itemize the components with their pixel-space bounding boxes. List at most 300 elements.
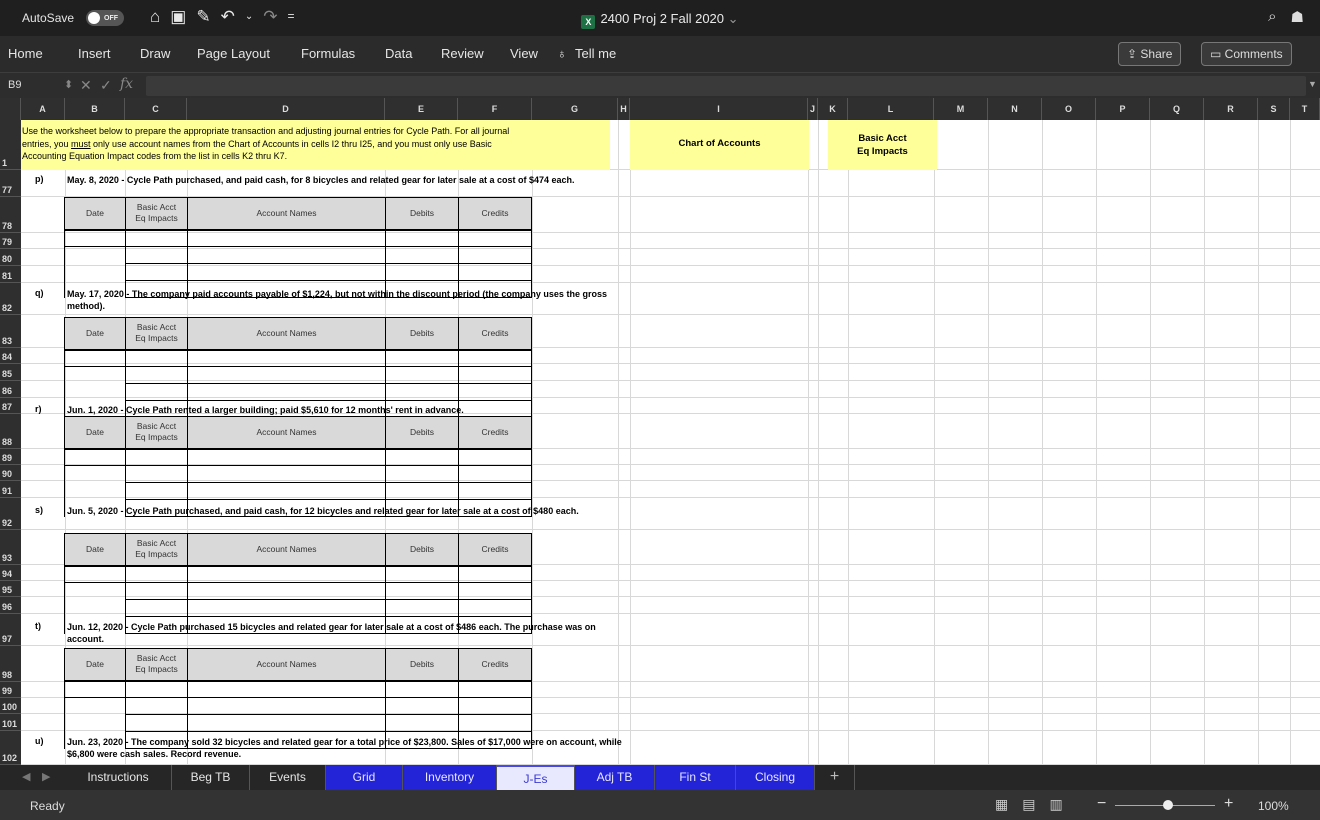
je-date-cell[interactable] xyxy=(65,600,126,617)
je-account-cell[interactable] xyxy=(188,350,386,367)
je-header-date-text: Date xyxy=(86,426,104,437)
sheet-tab-j-es[interactable]: J-Es xyxy=(497,765,575,790)
formula-input[interactable] xyxy=(146,76,1306,96)
je-header-debits[interactable] xyxy=(386,534,459,566)
edit-icon[interactable]: ✎ xyxy=(196,7,211,26)
row-header-89[interactable]: 89 xyxy=(0,449,21,465)
column-header-c[interactable]: C xyxy=(125,98,187,120)
je-header-impacts-text: Eq Impacts xyxy=(135,333,178,344)
je-date-cell[interactable] xyxy=(65,367,126,384)
chevron-down-icon: ⌄ xyxy=(724,11,739,26)
je-header-date[interactable] xyxy=(65,649,126,681)
chart-of-accounts-label: Chart of Accounts xyxy=(678,138,761,149)
document-title[interactable] xyxy=(0,11,1320,29)
je-header-debits[interactable] xyxy=(386,417,459,449)
name-box[interactable]: B9 xyxy=(8,79,22,91)
je-impact-cell[interactable] xyxy=(126,698,188,715)
entry-letter: s) xyxy=(35,505,44,515)
je-debit-cell[interactable] xyxy=(386,483,459,500)
je-date-cell[interactable] xyxy=(65,449,126,466)
tab-page-layout[interactable]: Page Layout xyxy=(197,46,271,61)
je-header-impacts-text: Basic Acct xyxy=(136,421,177,432)
title-bar xyxy=(0,0,1320,36)
gridline-vertical xyxy=(618,120,619,765)
je-date-cell[interactable] xyxy=(65,384,126,401)
je-input-row xyxy=(65,466,532,483)
je-header-account-names[interactable] xyxy=(188,417,386,449)
je-input-row xyxy=(65,600,532,617)
je-debit-cell[interactable] xyxy=(386,466,459,483)
row-header-95[interactable]: 95 xyxy=(0,581,21,597)
cancel-icon[interactable]: ✕ xyxy=(80,77,92,93)
row-header-1[interactable]: 1 xyxy=(0,120,21,170)
je-credit-cell[interactable] xyxy=(459,384,532,401)
je-credit-cell[interactable] xyxy=(459,566,532,583)
je-header-date-text: Date xyxy=(86,543,104,554)
row-header-88[interactable]: 88 xyxy=(0,414,21,449)
tab-draw[interactable]: Draw xyxy=(140,46,171,61)
gridline-horizontal xyxy=(21,314,1320,315)
je-header-impacts-text: Basic Acct xyxy=(136,322,177,333)
je-header-impacts[interactable] xyxy=(126,318,188,350)
column-header-r[interactable]: R xyxy=(1204,98,1258,120)
je-account-cell[interactable] xyxy=(188,367,386,384)
tell-me-search[interactable]: Tell me xyxy=(575,46,617,61)
row-header-102[interactable]: 102 xyxy=(0,731,21,765)
row-header-78[interactable]: 78 xyxy=(0,197,21,233)
column-header-p[interactable]: P xyxy=(1096,98,1150,120)
je-header-debits[interactable] xyxy=(386,318,459,350)
je-header-impacts-text: Eq Impacts xyxy=(135,664,178,675)
column-header-n[interactable]: N xyxy=(988,98,1042,120)
row-header-85[interactable]: 85 xyxy=(0,364,21,381)
je-impact-cell[interactable] xyxy=(126,230,188,247)
column-header-l[interactable]: L xyxy=(848,98,934,120)
row-header-94[interactable]: 94 xyxy=(0,565,21,581)
ribbon-tabs xyxy=(0,36,1320,72)
je-date-cell[interactable] xyxy=(65,350,126,367)
je-impact-cell[interactable] xyxy=(126,483,188,500)
je-account-cell[interactable] xyxy=(188,384,386,401)
customize-toolbar-icon[interactable]: = xyxy=(287,9,295,23)
je-date-cell[interactable] xyxy=(65,264,126,281)
excel-file-icon: X xyxy=(581,15,595,29)
je-header-date[interactable] xyxy=(65,198,126,230)
basic-acct-line-2: Eq Impacts xyxy=(857,146,908,157)
je-header-account-names-text: Account Names xyxy=(256,327,317,338)
row-header-97[interactable]: 97 xyxy=(0,614,21,646)
je-header-date-text: Date xyxy=(86,658,104,669)
je-impact-cell[interactable] xyxy=(126,566,188,583)
gridline-vertical xyxy=(532,120,533,765)
tab-data[interactable]: Data xyxy=(385,46,413,61)
sheet-tab-adj-tb[interactable]: Adj TB xyxy=(575,765,655,790)
intro-line-3: Accounting Equation Impact codes from the list in cells K2 thru K7. xyxy=(22,151,288,161)
je-header-credits-text: Credits xyxy=(481,207,509,218)
je-account-cell[interactable] xyxy=(188,583,386,600)
je-credit-cell[interactable] xyxy=(459,600,532,617)
je-header-debits-text: Debits xyxy=(409,543,435,554)
column-header-d[interactable]: D xyxy=(187,98,385,120)
je-credit-cell[interactable] xyxy=(459,449,532,466)
column-header-o[interactable]: O xyxy=(1042,98,1096,120)
column-header-q[interactable]: Q xyxy=(1150,98,1204,120)
expand-formula-icon[interactable]: ▼ xyxy=(1308,79,1317,89)
je-date-cell[interactable] xyxy=(65,247,126,264)
column-header-g[interactable]: G xyxy=(532,98,618,120)
je-credit-cell[interactable] xyxy=(459,367,532,384)
je-debit-cell[interactable] xyxy=(386,449,459,466)
je-header-impacts-text: Basic Acct xyxy=(136,202,177,213)
gridline-vertical xyxy=(1042,120,1043,765)
je-impact-cell[interactable] xyxy=(126,367,188,384)
journal-entry-table xyxy=(64,416,532,517)
je-date-cell[interactable] xyxy=(65,483,126,500)
sheet-tab-events[interactable]: Events xyxy=(250,765,326,790)
stepper-icon[interactable]: ⬍ xyxy=(64,79,74,91)
je-debit-cell[interactable] xyxy=(386,566,459,583)
je-header-impacts-text: Basic Acct xyxy=(136,538,177,549)
je-input-row xyxy=(65,367,532,384)
je-account-cell[interactable] xyxy=(188,466,386,483)
gridline-vertical xyxy=(1204,120,1205,765)
row-header-82[interactable]: 82 xyxy=(0,283,21,315)
autosave-state: OFF xyxy=(104,14,118,22)
sheet-tab-inventory[interactable]: Inventory xyxy=(403,765,497,790)
je-input-row xyxy=(65,247,532,264)
redo-icon[interactable]: ↷ xyxy=(263,7,278,26)
je-impact-cell[interactable] xyxy=(126,600,188,617)
je-header-credits[interactable] xyxy=(459,417,532,449)
row-header-92[interactable]: 92 xyxy=(0,498,21,530)
je-impact-cell[interactable] xyxy=(126,466,188,483)
je-debit-cell[interactable] xyxy=(386,264,459,281)
je-credit-cell[interactable] xyxy=(459,483,532,500)
je-account-cell[interactable] xyxy=(188,449,386,466)
gridline-vertical xyxy=(808,120,809,765)
je-date-cell[interactable] xyxy=(65,466,126,483)
row-header-91[interactable]: 91 xyxy=(0,481,21,498)
row-header-86[interactable]: 86 xyxy=(0,381,21,398)
column-header-j[interactable]: J xyxy=(808,98,818,120)
je-header-credits[interactable] xyxy=(459,198,532,230)
share-person-icon[interactable]: ☗ xyxy=(1290,9,1304,26)
row-header-90[interactable]: 90 xyxy=(0,465,21,481)
chevron-down-icon[interactable]: ⌄ xyxy=(244,11,254,22)
je-header-impacts-text: Eq Impacts xyxy=(135,432,178,443)
je-credit-cell[interactable] xyxy=(459,350,532,367)
row-header-79[interactable]: 79 xyxy=(0,233,21,249)
column-header-i[interactable]: I xyxy=(630,98,808,120)
tab-formulas[interactable]: Formulas xyxy=(301,46,356,61)
zoom-slider-thumb[interactable] xyxy=(1163,800,1173,810)
je-date-cell[interactable] xyxy=(65,566,126,583)
normal-view-icon[interactable]: ▦ xyxy=(995,796,1009,812)
row-header-100[interactable]: 100 xyxy=(0,698,21,714)
zoom-out-button[interactable]: − xyxy=(1097,795,1107,812)
sheet-tab-beg-tb[interactable]: Beg TB xyxy=(172,765,250,790)
status-ready: Ready xyxy=(30,799,65,813)
entry-description[interactable]: Jun. 12, 2020 - Cycle Path purchased 15 bicycles and related gear for later sale at a cost of $486 each. The purchase was on account. xyxy=(67,622,596,644)
autosave-label: AutoSave xyxy=(22,11,75,25)
row-header-81[interactable]: 81 xyxy=(0,266,21,283)
je-input-row xyxy=(65,483,532,500)
je-impact-cell[interactable] xyxy=(126,264,188,281)
sheet-tab-fin-st[interactable]: Fin St xyxy=(655,765,736,790)
share-icon: ⇪ xyxy=(1127,47,1141,61)
je-header-row xyxy=(65,318,532,350)
journal-entry-table xyxy=(64,533,532,634)
basic-acct-label xyxy=(828,132,937,158)
je-header-account-names[interactable] xyxy=(188,649,386,681)
row-header-83[interactable]: 83 xyxy=(0,315,21,348)
comments-label: Comments xyxy=(1224,47,1283,61)
save-icon[interactable]: ▣ xyxy=(170,7,187,26)
je-impact-cell[interactable] xyxy=(126,681,188,698)
je-header-credits[interactable] xyxy=(459,534,532,566)
home-icon[interactable]: ⌂ xyxy=(150,7,161,26)
share-label: Share xyxy=(1140,47,1173,61)
je-header-date[interactable] xyxy=(65,534,126,566)
je-date-cell[interactable] xyxy=(65,715,126,732)
column-header-s[interactable]: S xyxy=(1258,98,1290,120)
je-header-row xyxy=(65,534,532,566)
entry-description[interactable]: May. 8, 2020 - Cycle Path purchased, and paid cash, for 8 bicycles and related gear for later sale at a cost of $474 each. xyxy=(67,175,575,185)
je-input-row xyxy=(65,230,532,247)
je-header-row xyxy=(65,198,532,230)
je-date-cell[interactable] xyxy=(65,230,126,247)
je-credit-cell[interactable] xyxy=(459,466,532,483)
gridline-vertical xyxy=(1150,120,1151,765)
row-header-98[interactable]: 98 xyxy=(0,646,21,682)
enter-icon[interactable]: ✓ xyxy=(100,77,112,93)
je-header-impacts[interactable] xyxy=(126,198,188,230)
je-debit-cell[interactable] xyxy=(386,384,459,401)
je-header-impacts-text: Eq Impacts xyxy=(135,549,178,560)
je-debit-cell[interactable] xyxy=(386,230,459,247)
je-header-account-names-text: Account Names xyxy=(256,543,317,554)
column-header-f[interactable]: F xyxy=(458,98,532,120)
je-debit-cell[interactable] xyxy=(386,367,459,384)
je-credit-cell[interactable] xyxy=(459,583,532,600)
worksheet-grid[interactable] xyxy=(21,120,1320,765)
intro-must: must xyxy=(71,138,91,149)
gridline-vertical xyxy=(1096,120,1097,765)
function-icon[interactable]: fx xyxy=(120,76,134,92)
je-input-row xyxy=(65,350,532,367)
je-header-account-names[interactable] xyxy=(188,534,386,566)
je-account-cell[interactable] xyxy=(188,600,386,617)
gridline-vertical xyxy=(934,120,935,765)
sheet-tab-grid[interactable]: Grid xyxy=(326,765,403,790)
row-header-99[interactable]: 99 xyxy=(0,682,21,698)
sheet-tab-bar xyxy=(0,765,1320,790)
je-impact-cell[interactable] xyxy=(126,247,188,264)
je-impact-cell[interactable] xyxy=(126,449,188,466)
je-impact-cell[interactable] xyxy=(126,384,188,401)
je-header-credits-text: Credits xyxy=(481,426,509,437)
je-account-cell[interactable] xyxy=(188,715,386,732)
je-account-cell[interactable] xyxy=(188,681,386,698)
journal-entry-table xyxy=(64,317,532,418)
je-header-row xyxy=(65,417,532,449)
comments-button[interactable] xyxy=(1201,42,1292,66)
je-header-account-names[interactable] xyxy=(188,318,386,350)
gridline-horizontal xyxy=(21,529,1320,530)
je-input-row xyxy=(65,681,532,698)
column-header-h[interactable]: H xyxy=(618,98,630,120)
gridline-vertical xyxy=(848,120,849,765)
je-debit-cell[interactable] xyxy=(386,698,459,715)
je-debit-cell[interactable] xyxy=(386,681,459,698)
je-header-date-text: Date xyxy=(86,207,104,218)
je-header-impacts-text: Basic Acct xyxy=(136,653,177,664)
je-account-cell[interactable] xyxy=(188,566,386,583)
gridline-vertical xyxy=(988,120,989,765)
je-header-date[interactable] xyxy=(65,318,126,350)
je-header-account-names-text: Account Names xyxy=(256,207,317,218)
je-header-credits-text: Credits xyxy=(481,658,509,669)
add-sheet-button[interactable]: + xyxy=(815,765,855,790)
je-input-row xyxy=(65,384,532,401)
intro-line-2a: entries, you xyxy=(22,138,72,149)
je-account-cell[interactable] xyxy=(188,247,386,264)
column-header-b[interactable]: B xyxy=(65,98,125,120)
next-sheet-icon[interactable]: ▶ xyxy=(42,771,51,783)
tab-review[interactable]: Review xyxy=(441,46,484,61)
je-header-date[interactable] xyxy=(65,417,126,449)
status-bar xyxy=(0,790,1320,820)
tab-home[interactable]: Home xyxy=(8,46,43,61)
je-credit-cell[interactable] xyxy=(459,264,532,281)
entry-description[interactable]: Jun. 23, 2020 - The company sold 32 bicycles and related gear for a total price of $23,800. Sales of $17,000 were on account, while $6,800 were cash sales. Record revenue. xyxy=(67,737,622,759)
intro-line-1: Use the worksheet below to prepare the appropriate transaction and adjusting journal entries for Cycle Path. For all journal xyxy=(22,126,510,136)
page-break-view-icon[interactable]: ▥ xyxy=(1049,796,1063,812)
je-date-cell[interactable] xyxy=(65,698,126,715)
row-header-96[interactable]: 96 xyxy=(0,597,21,614)
je-header-credits-text: Credits xyxy=(481,327,509,338)
je-header-account-names-text: Account Names xyxy=(256,658,317,669)
column-header-e[interactable]: E xyxy=(385,98,458,120)
row-header-87[interactable]: 87 xyxy=(0,398,21,414)
column-header-t[interactable]: T xyxy=(1290,98,1320,120)
je-header-debits-text: Debits xyxy=(409,426,435,437)
je-header-impacts[interactable] xyxy=(126,534,188,566)
undo-icon[interactable]: ↶ xyxy=(220,7,235,26)
entry-letter: q) xyxy=(35,288,44,298)
je-header-date-text: Date xyxy=(86,327,104,338)
row-header-101[interactable]: 101 xyxy=(0,714,21,731)
journal-entry-table xyxy=(64,197,532,298)
je-header-credits[interactable] xyxy=(459,649,532,681)
je-credit-cell[interactable] xyxy=(459,681,532,698)
je-date-cell[interactable] xyxy=(65,583,126,600)
je-credit-cell[interactable] xyxy=(459,247,532,264)
zoom-in-button[interactable]: + xyxy=(1224,795,1234,812)
entry-letter: p) xyxy=(35,174,44,184)
je-credit-cell[interactable] xyxy=(459,715,532,732)
je-input-row xyxy=(65,698,532,715)
row-header-84[interactable]: 84 xyxy=(0,348,21,364)
je-credit-cell[interactable] xyxy=(459,698,532,715)
je-header-debits-text: Debits xyxy=(409,327,435,338)
row-header-77[interactable]: 77 xyxy=(0,170,21,197)
page-layout-view-icon[interactable]: ▤ xyxy=(1022,796,1036,812)
je-impact-cell[interactable] xyxy=(126,583,188,600)
search-icon[interactable]: ⌕ xyxy=(1268,8,1277,25)
column-header-k[interactable]: K xyxy=(818,98,848,120)
instructions-text xyxy=(22,125,600,163)
sheet-tab-instructions[interactable]: Instructions xyxy=(65,765,172,790)
gridline-vertical xyxy=(818,120,819,765)
tab-view[interactable]: View xyxy=(510,46,538,61)
basic-acct-line-1: Basic Acct xyxy=(858,133,907,144)
je-input-row xyxy=(65,264,532,281)
gridline-vertical xyxy=(630,120,631,765)
je-header-debits[interactable] xyxy=(386,198,459,230)
journal-entry-table xyxy=(64,648,532,749)
tab-insert[interactable]: Insert xyxy=(78,46,111,61)
entry-description[interactable]: Jun. 1, 2020 - Cycle Path rented a larger building; paid $5,610 for 12 months' rent in advance. xyxy=(67,405,464,415)
sheet-tab-closing[interactable]: Closing xyxy=(736,765,815,790)
je-header-account-names[interactable] xyxy=(188,198,386,230)
je-account-cell[interactable] xyxy=(188,230,386,247)
je-header-debits[interactable] xyxy=(386,649,459,681)
je-header-impacts-text: Eq Impacts xyxy=(135,213,178,224)
select-all-corner[interactable] xyxy=(0,98,21,120)
je-debit-cell[interactable] xyxy=(386,247,459,264)
je-debit-cell[interactable] xyxy=(386,583,459,600)
je-credit-cell[interactable] xyxy=(459,230,532,247)
je-debit-cell[interactable] xyxy=(386,600,459,617)
je-impact-cell[interactable] xyxy=(126,350,188,367)
column-header-a[interactable]: A xyxy=(21,98,65,120)
je-header-credits[interactable] xyxy=(459,318,532,350)
je-debit-cell[interactable] xyxy=(386,350,459,367)
gridline-horizontal xyxy=(21,645,1320,646)
je-header-impacts[interactable] xyxy=(126,417,188,449)
je-header-impacts[interactable] xyxy=(126,649,188,681)
row-header-93[interactable]: 93 xyxy=(0,530,21,565)
lightbulb-icon: ♁ xyxy=(557,46,567,61)
je-impact-cell[interactable] xyxy=(126,715,188,732)
prev-sheet-icon[interactable]: ◀ xyxy=(22,771,31,783)
gridline-vertical xyxy=(1290,120,1291,765)
entry-description[interactable]: May. 17, 2020 - The company paid accounts payable of $1,224, but not within the discount period (the company uses the gross method). xyxy=(67,289,607,311)
entry-letter: u) xyxy=(35,736,44,746)
intro-line-2b: only use account names from the Chart of Accounts in cells I2 thru I25, and you must only use Basic xyxy=(90,138,492,149)
entry-description[interactable]: Jun. 5, 2020 - Cycle Path purchased, and paid cash, for 12 bicycles and related gear for later sale at a cost of $480 each. xyxy=(67,506,579,516)
zoom-level: 100% xyxy=(1258,799,1289,813)
je-account-cell[interactable] xyxy=(188,264,386,281)
je-header-account-names-text: Account Names xyxy=(256,426,317,437)
document-title-text: 2400 Proj 2 Fall 2020 xyxy=(600,11,725,26)
comment-icon: ▭ xyxy=(1210,47,1225,61)
je-input-row xyxy=(65,583,532,600)
column-header-m[interactable]: M xyxy=(934,98,988,120)
je-header-debits-text: Debits xyxy=(409,658,435,669)
je-account-cell[interactable] xyxy=(188,483,386,500)
je-header-debits-text: Debits xyxy=(409,207,435,218)
je-input-row xyxy=(65,449,532,466)
entry-letter: r) xyxy=(35,404,42,414)
je-input-row xyxy=(65,715,532,732)
row-header-80[interactable]: 80 xyxy=(0,249,21,266)
je-date-cell[interactable] xyxy=(65,681,126,698)
je-account-cell[interactable] xyxy=(188,698,386,715)
share-button[interactable] xyxy=(1118,42,1181,66)
je-debit-cell[interactable] xyxy=(386,715,459,732)
